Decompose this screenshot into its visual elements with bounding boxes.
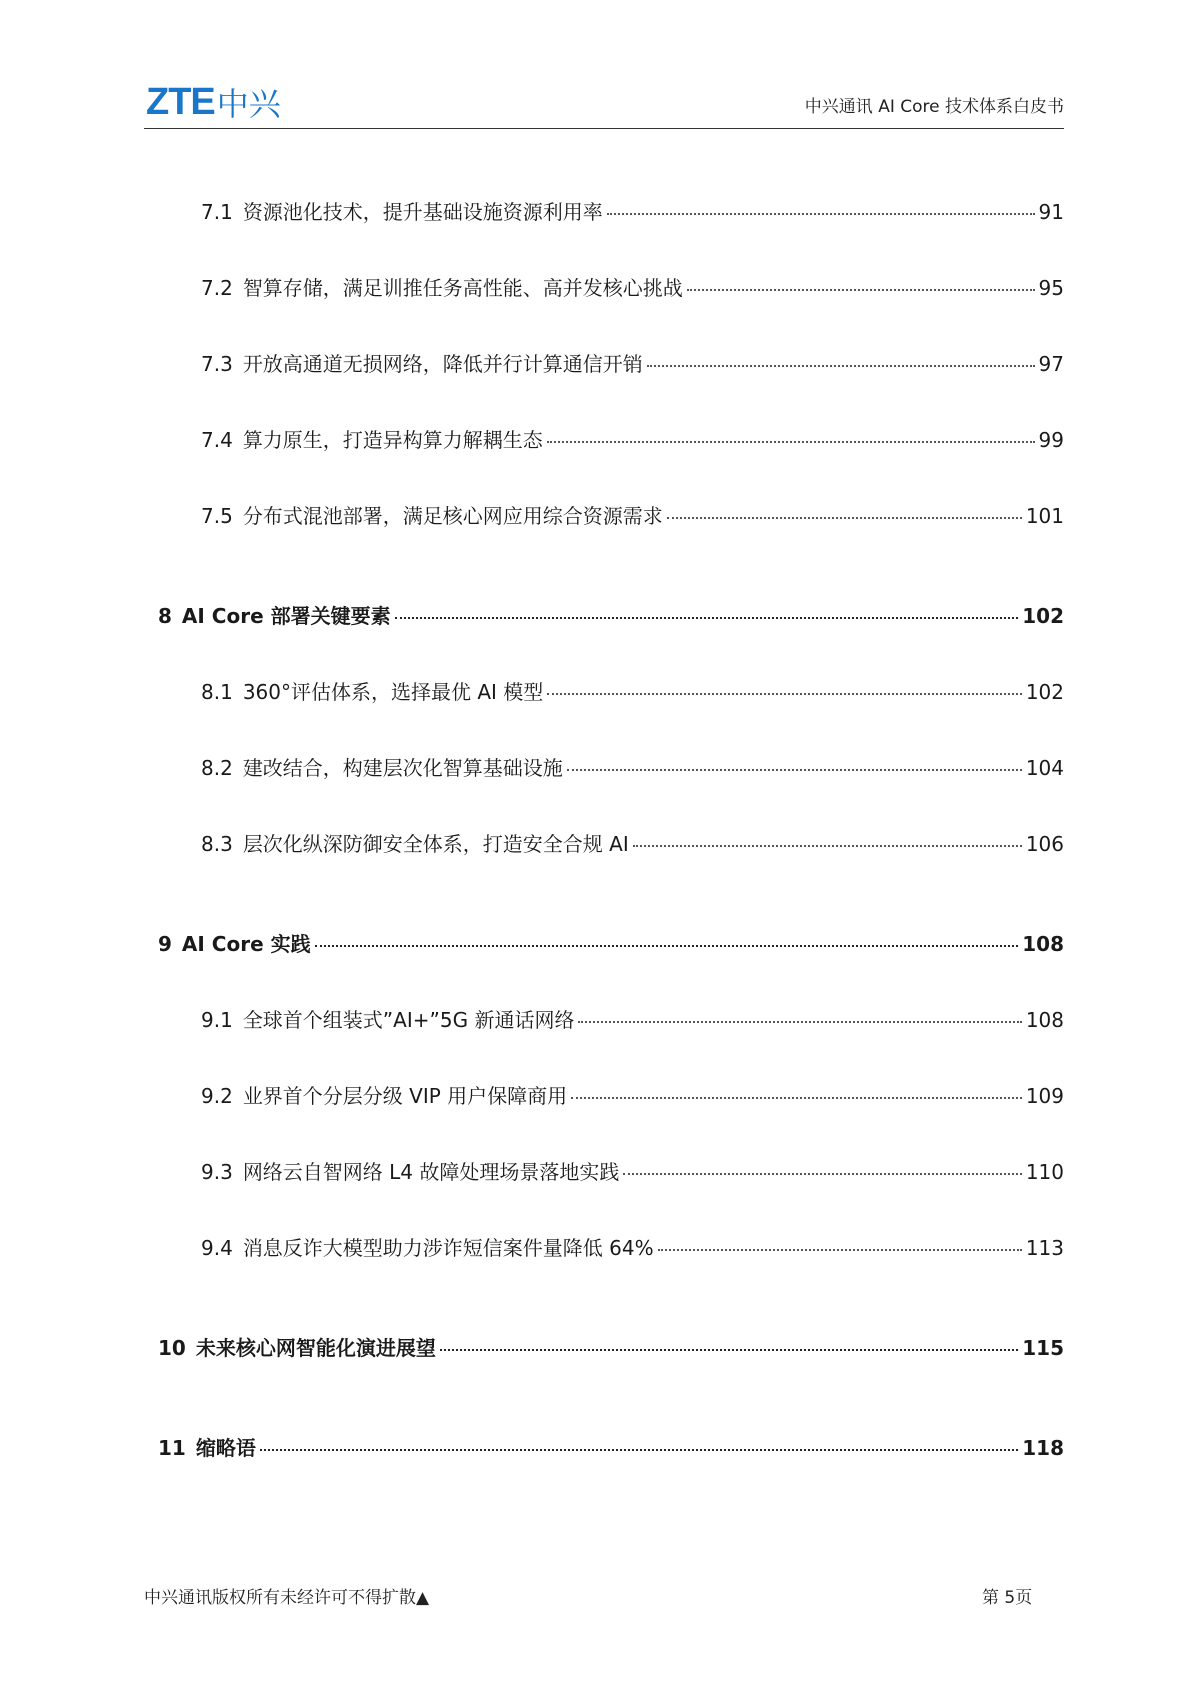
- toc-entry-number: 7.1: [201, 200, 233, 224]
- toc-entry-number: 9.3: [201, 1160, 233, 1184]
- toc-entry-number: 7.4: [201, 428, 233, 452]
- toc-entry-page: 109: [1025, 1084, 1064, 1108]
- toc-dot-leader: [315, 945, 1019, 947]
- toc-dot-leader: [687, 289, 1035, 291]
- toc-entry-number: 9.2: [201, 1084, 233, 1108]
- toc-chapter-number: 9: [158, 932, 172, 956]
- toc-entry[interactable]: [201, 1080, 1064, 1109]
- toc-entry-title: 开放高通道无损网络，降低并行计算通信开销: [242, 352, 643, 376]
- toc-entry-title: 层次化纵深防御安全体系，打造安全合规 AI: [242, 832, 629, 856]
- footer-copyright: 中兴通讯版权所有未经许可不得扩散▲: [144, 1588, 430, 1608]
- toc-dot-leader: [395, 617, 1019, 619]
- toc-entry-number: 7.2: [201, 276, 233, 300]
- toc-entry-number: 8.3: [201, 832, 233, 856]
- toc-entry[interactable]: [201, 500, 1064, 529]
- toc-dot-leader: [260, 1449, 1018, 1451]
- toc-chapter-title: AI Core 实践: [181, 932, 311, 956]
- toc-chapter[interactable]: [158, 1332, 1064, 1361]
- toc-entry[interactable]: [201, 196, 1064, 225]
- toc-entry[interactable]: [201, 424, 1064, 453]
- toc-entry-page: 101: [1025, 504, 1064, 528]
- toc-entry-number: 9.1: [201, 1008, 233, 1032]
- toc-entry-page: 95: [1038, 276, 1064, 300]
- toc-entry[interactable]: [201, 348, 1064, 377]
- toc-chapter-page: 118: [1022, 1436, 1064, 1460]
- toc-entry[interactable]: [201, 1156, 1064, 1185]
- toc-entry-page: 99: [1038, 428, 1064, 452]
- toc-chapter[interactable]: [158, 1432, 1064, 1461]
- toc-entry-number: 8.1: [201, 680, 233, 704]
- toc-entry-title: 业界首个分层分级 VIP 用户保障商用: [242, 1084, 568, 1108]
- toc-chapter-page: 102: [1022, 604, 1064, 628]
- toc-entry-title: 智算存储，满足训推任务高性能、高并发核心挑战: [242, 276, 683, 300]
- toc-entry-title: 资源池化技术，提升基础设施资源利用率: [242, 200, 603, 224]
- toc-chapter-title: AI Core 部署关键要素: [181, 604, 391, 628]
- toc-entry-number: 7.5: [201, 504, 233, 528]
- toc-chapter-number: 11: [158, 1436, 186, 1460]
- toc-entry-page: 104: [1025, 756, 1064, 780]
- toc-entry[interactable]: [201, 752, 1064, 781]
- toc-dot-leader: [547, 693, 1022, 695]
- toc-entry-number: 9.4: [201, 1236, 233, 1260]
- toc-entry-page: 110: [1025, 1160, 1064, 1184]
- toc-dot-leader: [571, 1097, 1022, 1099]
- toc-entry-title: 分布式混池部署，满足核心网应用综合资源需求: [242, 504, 663, 528]
- toc-entry-number: 8.2: [201, 756, 233, 780]
- toc-chapter-page: 115: [1022, 1336, 1064, 1360]
- toc-dot-leader: [623, 1173, 1021, 1175]
- toc-chapter-number: 8: [158, 604, 172, 628]
- toc-dot-leader: [578, 1021, 1021, 1023]
- toc-dot-leader: [440, 1349, 1018, 1351]
- company-logo: [146, 82, 281, 122]
- toc-entry-page: 106: [1025, 832, 1064, 856]
- toc-entry[interactable]: [201, 676, 1064, 705]
- toc-dot-leader: [647, 365, 1035, 367]
- toc-entry-title: 全球首个组装式”AI+”5G 新通话网络: [242, 1008, 575, 1032]
- toc-entry[interactable]: [201, 272, 1064, 301]
- toc-dot-leader: [547, 441, 1035, 443]
- toc-dot-leader: [658, 1249, 1022, 1251]
- toc-chapter[interactable]: [158, 928, 1064, 957]
- toc-entry-number: 7.3: [201, 352, 233, 376]
- logo-cjk-text: 中兴: [216, 85, 281, 123]
- document-title: 中兴通讯 AI Core 技术体系白皮书: [804, 97, 1064, 117]
- toc-entry-page: 108: [1025, 1008, 1064, 1032]
- toc-entry[interactable]: [201, 828, 1064, 857]
- toc-entry-title: 算力原生，打造异构算力解耦生态: [242, 428, 543, 452]
- toc-chapter-title: 未来核心网智能化演进展望: [195, 1336, 436, 1360]
- toc-entry-title: 网络云自智网络 L4 故障处理场景落地实践: [242, 1160, 620, 1184]
- toc-entry-page: 91: [1038, 200, 1064, 224]
- toc-entry-title: 360°评估体系，选择最优 AI 模型: [242, 680, 544, 704]
- toc-dot-leader: [633, 845, 1022, 847]
- header-divider: [144, 128, 1064, 129]
- toc-chapter-number: 10: [158, 1336, 186, 1360]
- toc-entry-title: 建改结合，构建层次化智算基础设施: [242, 756, 563, 780]
- toc-dot-leader: [567, 769, 1022, 771]
- toc-dot-leader: [667, 517, 1022, 519]
- toc-chapter[interactable]: [158, 600, 1064, 629]
- toc-entry[interactable]: [201, 1232, 1064, 1261]
- footer-page-number: 第 5页: [982, 1588, 1033, 1608]
- toc-chapter-title: 缩略语: [195, 1436, 256, 1460]
- toc-entry-page: 102: [1025, 680, 1064, 704]
- toc-dot-leader: [607, 213, 1035, 215]
- toc-entry-page: 113: [1025, 1236, 1064, 1260]
- logo-latin-text: ZTE: [146, 80, 215, 123]
- toc-entry-page: 97: [1038, 352, 1064, 376]
- toc-chapter-page: 108: [1022, 932, 1064, 956]
- toc-entry-title: 消息反诈大模型助力涉诈短信案件量降低 64%: [242, 1236, 654, 1260]
- toc-entry[interactable]: [201, 1004, 1064, 1033]
